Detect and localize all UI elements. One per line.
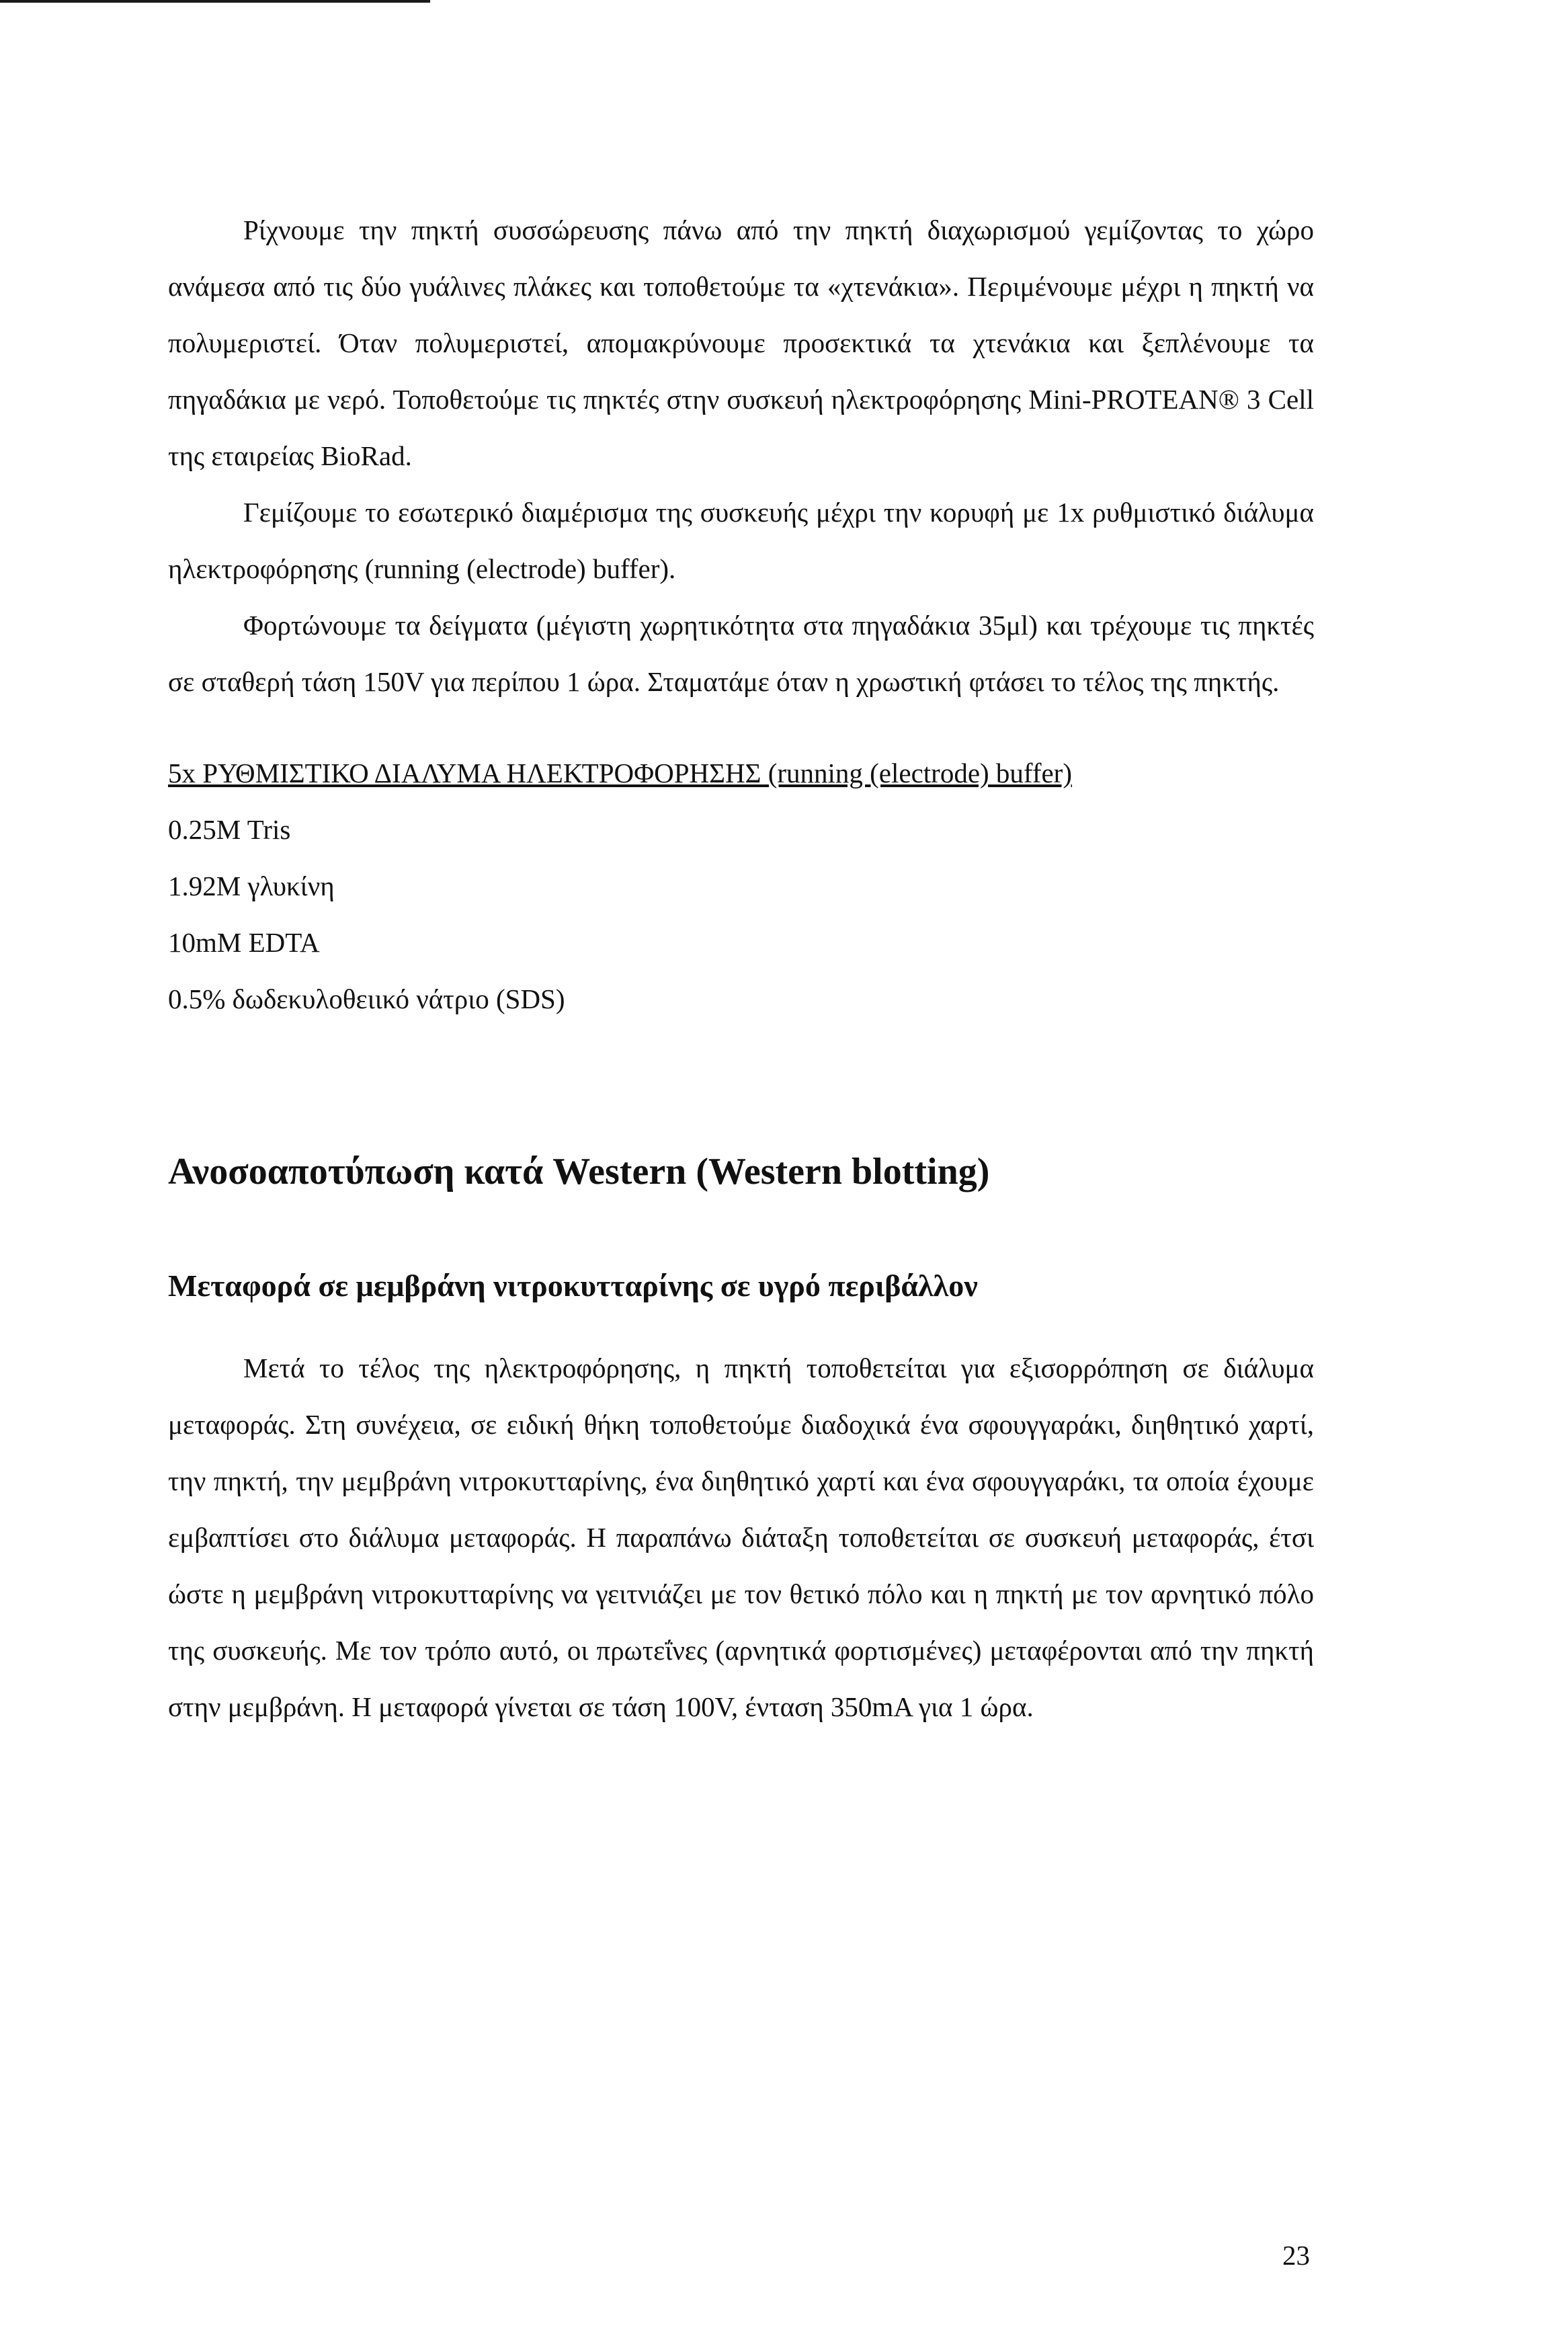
- paragraph-fill-buffer: Γεμίζουμε το εσωτερικό διαμέρισμα της συσκευής μέχρι την κορυφή με 1x ρυθμιστικό διάλυμα ηλεκτροφόρησης (running (electrode) buffer).: [168, 497, 1314, 584]
- paragraph-stacking-gel: Ρίχνουμε την πηκτή συσσώρευσης πάνω από την πηκτή διαχωρισμού γεμίζοντας το χώρο ανάμεσα από τις δύο γυάλινες πλάκες και τοποθετούμε τα «χτενάκια». Περιμένουμε μέχρι η πηκτή να πολυμεριστεί. Όταν πολυμεριστεί, απομακρύνουμε προσεκτικά τα χτενάκια και ξεπλένουμε τα πηγαδάκια με νερό. Τοποθετούμε τις πηκτές στην συσκευή ηλεκτροφόρησης Mini-PROTEAN® 3 Cell της εταιρείας BioRad.: [168, 214, 1314, 471]
- paragraph-load-samples: Φορτώνουμε τα δείγματα (μέγιστη χωρητικότητα στα πηγαδάκια 35μl) και τρέχουμε τις πηκτές σε σταθερή τάση 150V για περίπου 1 ώρα. Σταματάμε όταν η χρωστική φτάσει το τέλος της πηκτής.: [168, 610, 1314, 697]
- buffer-recipe-item: 0.25M Tris: [168, 814, 291, 845]
- buffer-recipe-list: [168, 801, 1314, 1027]
- paragraph-wet-transfer: Μετά το τέλος της ηλεκτροφόρησης, η πηκτή τοποθετείται για εξισορρόπηση σε διάλυμα μεταφοράς. Στη συνέχεια, σε ειδική θήκη τοποθετούμε διαδοχικά ένα σφουγγαράκι, διηθητικό χαρτί, την πηκτή, την μεμβράνη νιτροκυτταρίνης, ένα διηθητικό χαρτί και ένα σφουγγαράκι, τα οποία έχουμε εμβαπτίσει στο διάλυμα μεταφοράς. Η παραπάνω διάταξη τοποθετείται σε συσκευή μεταφοράς, έτσι ώστε η μεμβράνη νιτροκυτταρίνης να γειτνιάζει με τον θετικό πόλο και η πηκτή με τον αρνητικό πόλο της συσκευής. Με τον τρόπο αυτό, οι πρωτεΐνες (αρνητικά φορτισμένες) μεταφέρονται από την πηκτή στην μεμβράνη. Η μεταφορά γίνεται σε τάση 100V, ένταση 350mA για 1 ώρα.: [168, 1352, 1314, 1722]
- buffer-recipe-item: 10mM EDTA: [168, 927, 320, 958]
- subsection-heading: Μεταφορά σε μεμβράνη νιτροκυτταρίνης σε υγρό περιβάλλον: [168, 1268, 978, 1303]
- buffer-recipe-item: 0.5% δωδεκυλοθειικό νάτριο (SDS): [168, 983, 565, 1014]
- section-heading: Ανοσοαποτύπωση κατά Western (Western blotting): [168, 1151, 990, 1193]
- page-number: 23: [1282, 2240, 1310, 2271]
- page-content: [168, 202, 1314, 1735]
- buffer-recipe-title: 5x ΡΥΘΜΙΣΤΙΚΟ ΔΙΑΛΥΜΑ ΗΛΕΚΤΡΟΦΟΡΗΣΗΣ (running (electrode) buffer): [168, 758, 1072, 789]
- buffer-recipe-item: 1.92M γλυκίνη: [168, 871, 335, 901]
- top-rule: [0, 0, 430, 3]
